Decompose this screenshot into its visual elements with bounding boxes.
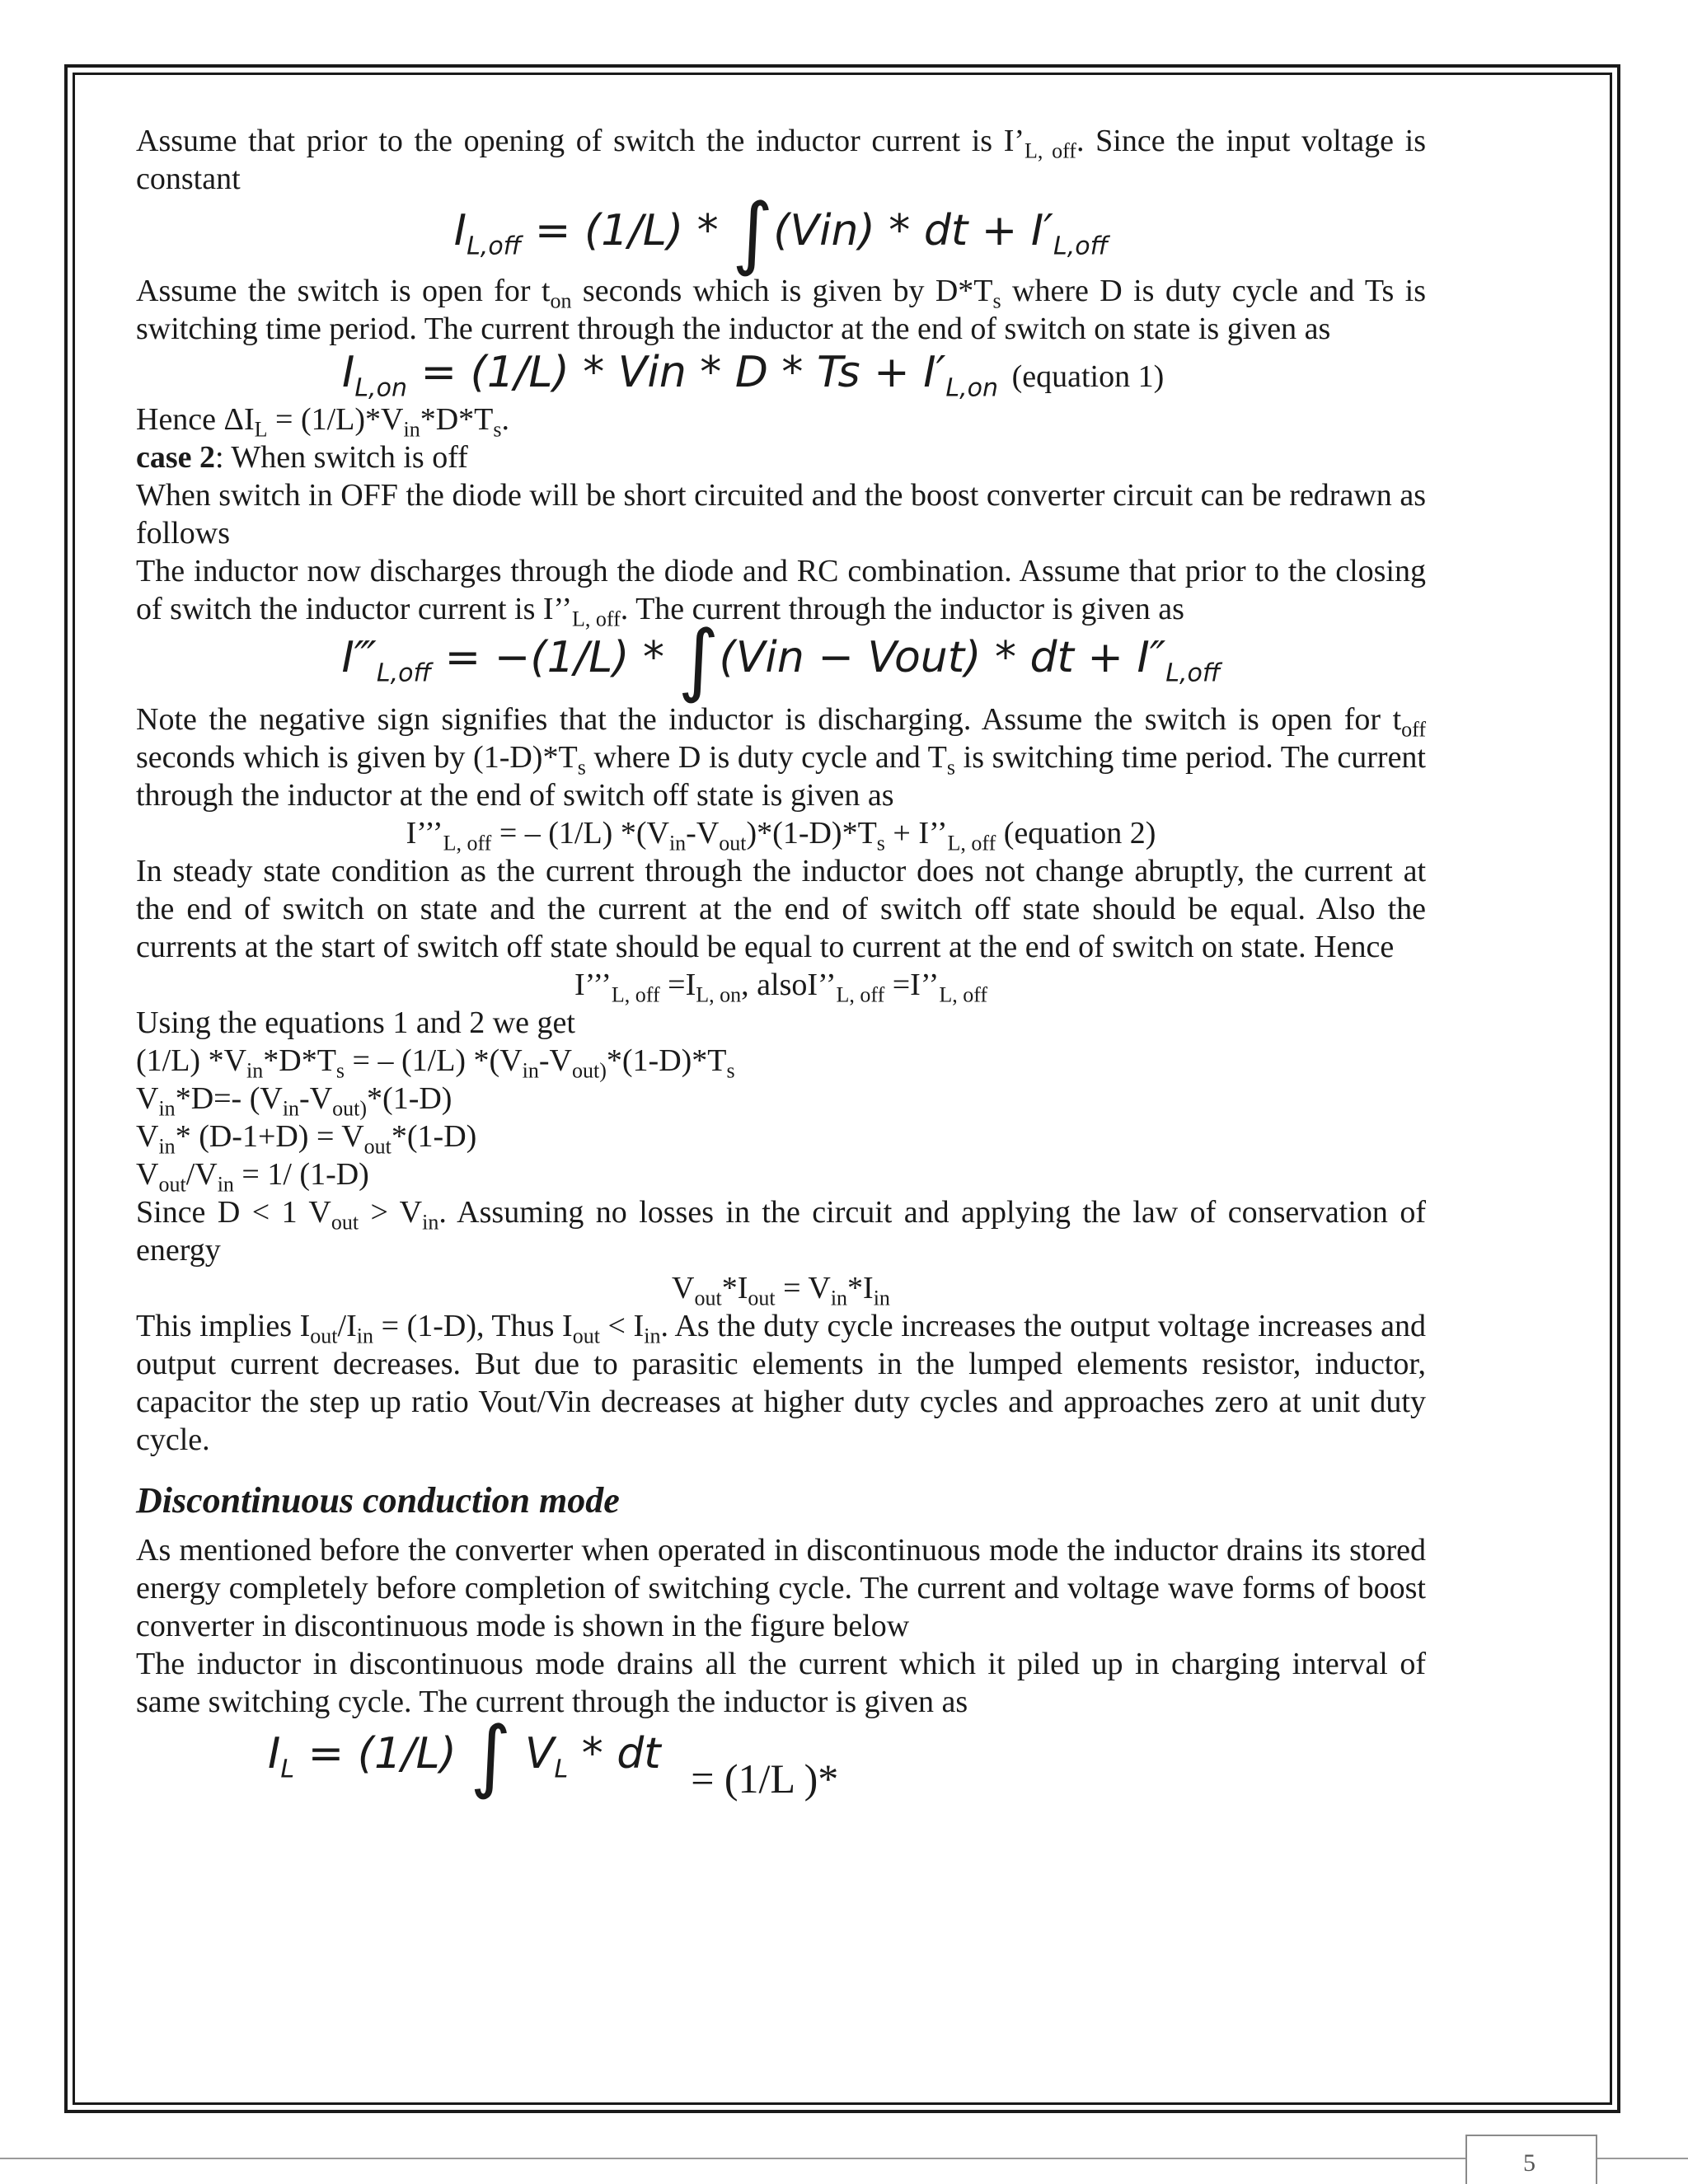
- paragraph-switch-open-ton: Assume the switch is open for $t_{on}$ seconds which is given by $D*T_s$ where D is duty cycle and Ts is switching time period. The current through the inductor at the end of switch on state is given as: [136, 273, 1427, 346]
- equation-tail: = (1/L )*: [691, 1755, 839, 1802]
- section-heading-discontinuous: Discontinuous conduction mode: [136, 1479, 620, 1521]
- equation-2-line: $I’’’_{L, off}$ = – (1/L) $*(V_{in}-V_{out})*(1-D)*T_s$ + $I’’_{L, off}$ (equation 2): [406, 815, 1156, 855]
- equation-il-off: $I_{L,off} = (1/L) * \int(Vin)$ * dt + $I'_{L,off}$: [453, 186, 1109, 279]
- case-2-line: [136, 438, 1426, 476]
- case-2-text: : When switch is off: [215, 439, 468, 475]
- equation-1-tag: (equation 1): [1011, 359, 1165, 394]
- hence-delta-il: Hence $\Delta I_L = (1/L)*V_{in}*D*T_s$.: [136, 401, 509, 442]
- footer-rule: [0, 2158, 1688, 2159]
- paragraph-using-equations: Using the equations 1 and 2 we get: [136, 1005, 575, 1040]
- paragraph-inductor-discharge: The inductor now discharges through the diode and RC combination. Assume that prior to the closing of switch the inductor current is $I’’_{L, off}$. The current through the inductor is given as: [136, 553, 1426, 631]
- paragraph-since-d: Since D < 1 $V_{out} > V_{in}$. Assuming no losses in the circuit and applying the law of conservation of energy: [136, 1194, 1426, 1268]
- paragraph-inductor-drains: The inductor in discontinuous mode drains all the current which it piled up in charging interval of same switching cycle. The current through the inductor is given as: [136, 1646, 1426, 1719]
- case-2-label: case 2: [136, 439, 216, 475]
- derivation-line-4: $V_{out}/V_{in} = 1/$ (1-D): [136, 1156, 369, 1197]
- page-number: 5: [1523, 2149, 1536, 2177]
- paragraph-steady-state: In steady state condition as the current through the inductor does not change abruptly, the current at the end of switch on state and the current at the end of switch off state should be equal. Also the currents at the start of switch off state should be equal to current at the end of switch on state. Hence: [136, 853, 1426, 964]
- equation-il-integral: $I_L = (1/L)$ ∫ $V_L$ * dt = (1/L )*: [268, 1708, 839, 1802]
- equation-2-tag: (equation 2): [1003, 815, 1156, 851]
- document-body: [136, 122, 1427, 1802]
- paragraph-this-implies: This implies $I_{out}/I_{in} = (1-D)$, Thus $I_{out} < I_{in}$. As the duty cycle increases the output voltage increases and output current decreases. But due to parasitic elements in the lumped elements resistor, inductor, capacitor the step up ratio Vout/Vin decreases at higher duty cycles and approaches zero at unit duty cycle.: [136, 1308, 1426, 1457]
- paragraph-as-mentioned: As mentioned before the converter when operated in discontinuous mode the inductor drains its stored energy completely before completion of switching cycle. The current and voltage wave forms of boost converter in discontinuous mode is shown in the figure below: [136, 1532, 1426, 1643]
- paragraph-prior-opening: Assume that prior to the opening of switch the inductor current is $I’_{L, off}$. Since the input voltage is constant: [136, 124, 1427, 196]
- paragraph-switch-off: When switch in OFF the diode will be short circuited and the boost converter circuit can be redrawn as follows: [136, 477, 1426, 551]
- paragraph-negative-sign: Note the negative sign signifies that the inductor is discharging. Assume the switch is open for $t_{off}$ seconds which is given by $(1-D)*T_s$ where D is duty cycle and $T_s$ is switching time period. The current through the inductor at the end of switch off state is given as: [136, 701, 1426, 813]
- equation-il-off-discharge: $I‴_{L,off} = -(1/L) * \int(Vin$ − Vout) * dt + $I''_{L,off}$: [341, 613, 1221, 705]
- equation-il-on: $I_{L,on} = (1/L)$ * Vin * $D * Ts + I'_{L,on}$ (equation 1): [342, 347, 1165, 403]
- equation-power-balance: $V_{out}*I_{out} = V_{in}*I_{in}$: [672, 1270, 890, 1310]
- derivation-line-1: (1/L) $*V_{in}*D*T_s$ = – (1/L) $*(V_{in}-V_{out)}*(1-D)*T_s$: [136, 1043, 735, 1083]
- equation-equal-currents: $I’’’_{L, off} =I_{L, on}$, $alsoI’’_{L, off}$ $=I’’_{L, off}$: [574, 967, 988, 1007]
- derivation-line-3: $V_{in}*$ $(D-1+D) = V_{out}*(1-D)$: [136, 1118, 477, 1159]
- derivation-line-2: $V_{in}*D=-$ ($V_{in}-V_{out)}*(1-D)$: [136, 1080, 452, 1121]
